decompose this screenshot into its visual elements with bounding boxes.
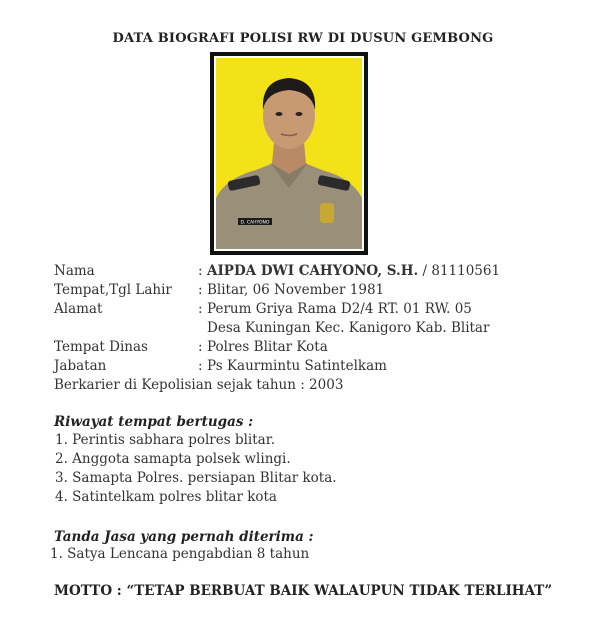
value-alamat-line1: Perum Griya Rama D2/4 RT. 01 RW. 05 [207, 301, 472, 317]
colon: : [198, 282, 203, 298]
colon: : [198, 339, 203, 355]
officer-name: AIPDA DWI CAHYONO, S.H. [207, 263, 419, 279]
list-item: 3. Samapta Polres. persiapan Blitar kota. [55, 470, 337, 486]
value-nama [207, 263, 500, 279]
riwayat-list [55, 431, 337, 507]
nameplate-text: D. CAHYONO [240, 220, 270, 226]
colon: : [198, 301, 203, 317]
label-tempat-dinas: Tempat Dinas [54, 339, 148, 355]
value-ttl: Blitar, 06 November 1981 [207, 282, 385, 298]
list-item: 2. Anggota samapta polsek wlingi. [55, 451, 291, 467]
label-jabatan: Jabatan [54, 358, 107, 374]
motto: MOTTO : “TETAP BERBUAT BAIK WALAUPUN TIDAK TERLIHAT” [54, 583, 553, 599]
colon: : [198, 358, 203, 374]
officer-id-number: / 81110561 [418, 263, 501, 279]
label-nama: Nama [54, 263, 95, 279]
tanda-jasa-list [50, 545, 309, 564]
document-title: DATA BIOGRAFI POLISI RW DI DUSUN GEMBONG [112, 31, 494, 46]
riwayat-heading: Riwayat tempat bertugas : [54, 414, 254, 430]
value-jabatan: Ps Kaurmintu Satintelkam [207, 358, 387, 374]
list-item: 1. Perintis sabhara polres blitar. [55, 432, 275, 448]
tanda-jasa-heading: Tanda Jasa yang pernah diterima : [54, 529, 314, 545]
list-item: 4. Satintelkam polres blitar kota [55, 489, 277, 505]
label-alamat: Alamat [54, 301, 103, 317]
value-tempat-dinas: Polres Blitar Kota [207, 339, 328, 355]
list-item: 1. Satya Lencana pengabdian 8 tahun [50, 546, 310, 562]
officer-photo [214, 56, 364, 251]
career-start: Berkarier di Kepolisian sejak tahun : 2003 [54, 377, 344, 393]
colon: : [198, 263, 203, 279]
officer-photo-frame [210, 52, 368, 255]
label-ttl: Tempat,Tgl Lahir [54, 282, 172, 298]
officer-portrait-image [216, 58, 362, 249]
value-alamat-line2: Desa Kuningan Kec. Kanigoro Kab. Blitar [207, 320, 490, 336]
